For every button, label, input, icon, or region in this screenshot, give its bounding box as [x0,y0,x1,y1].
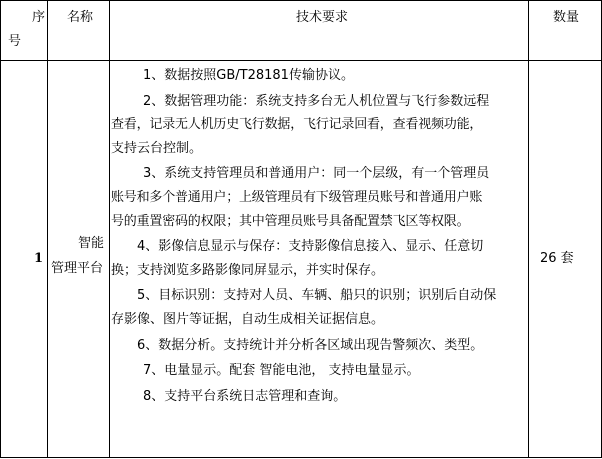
requirement-item-3-cont: 账号和多个普通用户；上级管理员有下级管理员账号和普通用户账 [111,189,483,205]
requirement-item-5: 5、目标识别：支持对人员、车辆、船只的识别；识别后自动保 [137,288,497,304]
requirement-item-4-cont: 换；支持浏览多路影像同屏显示，并实时保存。 [111,262,385,278]
table-border-top [0,0,602,1]
requirement-item-6: 6、数据分析。支持统计并分析各区域出现告警频次、类型。 [137,337,484,353]
header-divider [0,60,602,61]
row-name-line1: 智能 [78,236,105,251]
requirement-item-3: 3、系统支持管理员和普通用户：同一个层级，有一个管理员 [143,166,490,182]
requirement-item-5-cont: 存影像、图片等证据，自动生成相关证据信息。 [111,311,385,327]
requirement-item-7: 7、电量显示。配套 智能电池， 支持电量显示。 [143,363,420,379]
requirement-item-2: 2、数据管理功能：系统支持多台无人机位置与飞行参数远程 [143,93,490,109]
table-border-bottom [0,457,602,458]
header-name: 名称 [67,10,94,25]
header-quantity: 数量 [553,10,580,25]
column-divider-name [109,0,110,458]
column-divider-requirements [528,0,529,458]
row-name-line2: 管理平台 [51,261,104,276]
header-seq-line1: 序 [32,10,46,25]
requirement-item-2-cont: 查看，记录无人机历史飞行数据，飞行记录回看，查看视频功能， [111,117,483,133]
requirement-item-1: 1、数据按照GB/T28181传输协议。 [143,68,354,83]
header-seq-line2: 号 [8,34,22,49]
requirement-item-2-cont: 支持云台控制。 [111,140,203,156]
requirement-item-3-cont: 号的重置密码的权限；其中管理员账号具备配置禁飞区等权限。 [111,213,470,229]
row-seq: 1 [34,251,44,266]
header-requirements: 技术要求 [296,10,349,25]
table-border-left [0,0,1,458]
row-quantity: 26 套 [540,251,574,266]
column-divider-seq [47,0,48,458]
requirements-list [111,65,527,407]
requirement-item-8: 8、支持平台系统日志管理和查询。 [143,388,347,404]
requirement-item-4: 4、影像信息显示与保存：支持影像信息接入、显示、任意切 [137,239,484,255]
